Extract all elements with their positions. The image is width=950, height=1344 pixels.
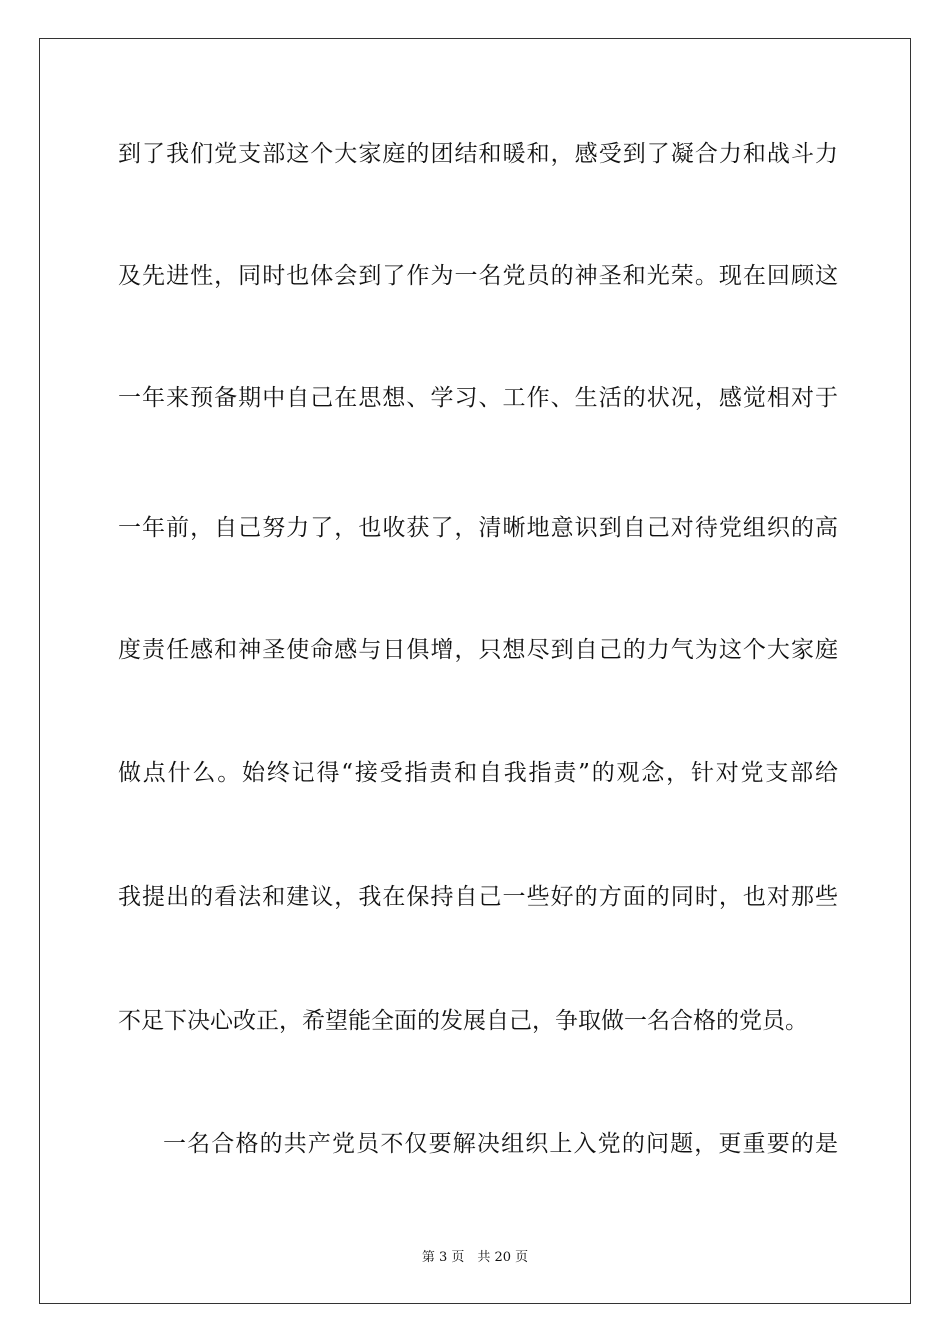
- paragraph-line: 一年前，自己努力了，也收获了，清晰地意识到自己对待党组织的高: [118, 515, 838, 541]
- paragraph-line: 及先进性，同时也体会到了作为一名党员的神圣和光荣。现在回顾这: [118, 263, 838, 289]
- paragraph-line: 我提出的看法和建议，我在保持自己一些好的方面的同时，也对那些: [118, 884, 838, 910]
- page-border: [39, 38, 911, 1304]
- paragraph-line: 一名合格的共产党员不仅要解决组织上入党的问题，更重要的是: [163, 1131, 838, 1157]
- page-number: 第 3 页 共 20 页: [421, 1250, 529, 1265]
- paragraph-line: 做点什么。始终记得“接受指责和自我指责”的观念，针对党支部给: [118, 760, 838, 786]
- paragraph-line: 不足下决心改正，希望能全面的发展自己，争取做一名合格的党员。: [118, 1008, 808, 1034]
- paragraph-line: 到了我们党支部这个大家庭的团结和暖和，感受到了凝合力和战斗力: [118, 141, 838, 167]
- paragraph-line: 度责任感和神圣使命感与日俱增，只想尽到自己的力气为这个大家庭: [118, 637, 838, 663]
- paragraph-line: 一年来预备期中自己在思想、学习、工作、生活的状况，感觉相对于: [118, 385, 838, 411]
